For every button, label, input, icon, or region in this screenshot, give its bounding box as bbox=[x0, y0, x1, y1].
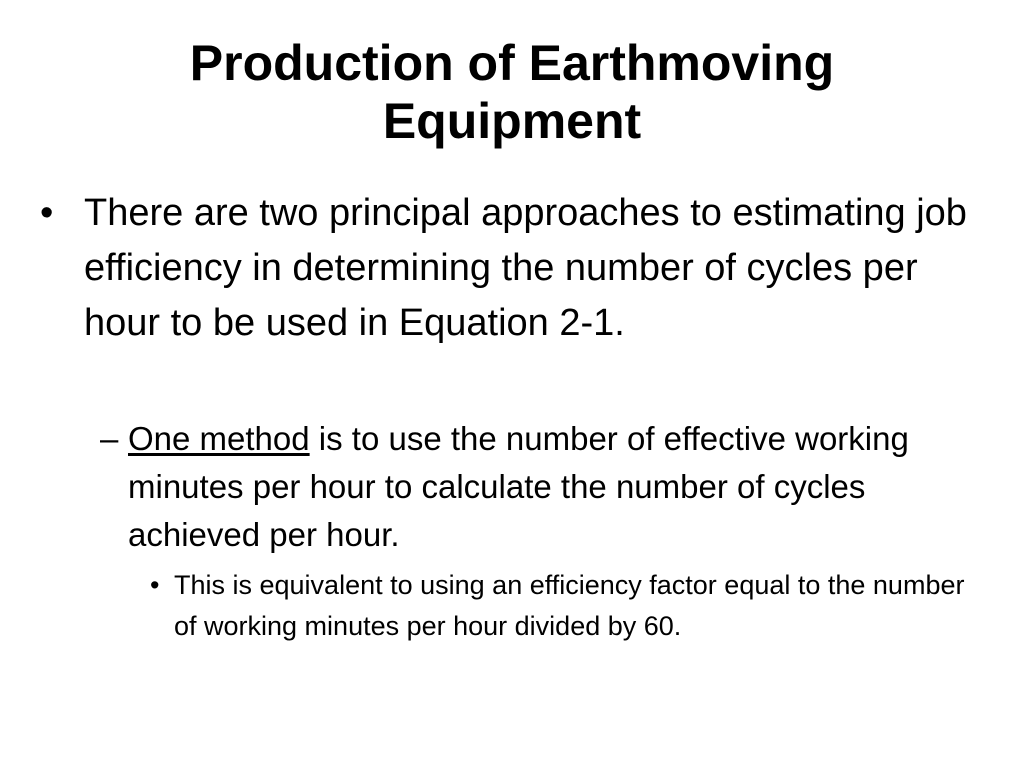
sub-bullet-text bbox=[128, 415, 980, 559]
dash-marker: – bbox=[100, 420, 119, 457]
bullet-level-2 bbox=[100, 415, 980, 559]
bullet-text: There are two principal approaches to estimating job efficiency in determining the number of cycles per hour to be used in Equation 2-1. bbox=[84, 192, 967, 344]
slide-title bbox=[0, 34, 1024, 150]
slide-title-line-2: Equipment bbox=[382, 93, 642, 149]
sub-sub-bullet-text: This is equivalent to using an efficiency factor equal to the number of working minutes per hour divided by 60. bbox=[174, 570, 965, 641]
sub-bullet-rest: is to use the number of effective working minutes per hour to calculate the number of cycles achieved per hour. bbox=[128, 420, 909, 553]
underlined-phrase: One method bbox=[128, 420, 310, 457]
bullet-marker: • bbox=[150, 570, 160, 600]
bullet-level-1 bbox=[40, 186, 970, 351]
bullet-level-3 bbox=[150, 565, 980, 647]
bullet-marker: • bbox=[40, 192, 54, 234]
slide-title-line-1: Production of Earthmoving bbox=[189, 35, 835, 91]
